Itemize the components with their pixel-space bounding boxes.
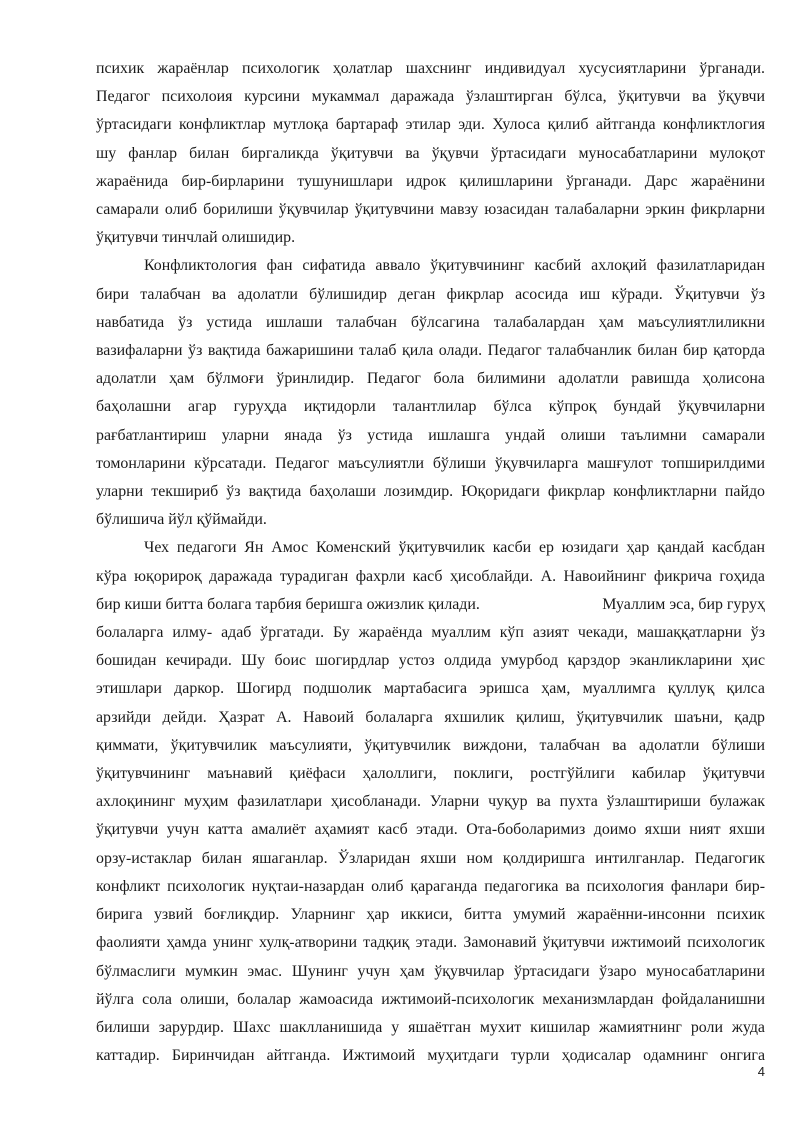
text-line: рағбатлантириш уларни янада ўз устида ишлашга ундай олиши таълимни самарали: [96, 426, 765, 444]
text-line: конфликт психологик нуқтаи-назардан олиб қараганда педагогика ва психология фанлари бир-: [96, 877, 765, 895]
document-body-text: [96, 55, 765, 1070]
text-line-left-part: бир киши битта болага тарбия беришга ожизлик қилади.: [96, 595, 480, 613]
text-line: жараёнида бир-бирларини тушунишлари идрок қилишларини ўрганади. Дарс жараёнини: [96, 172, 765, 190]
text-line: арзийди дейди. Ҳазрат А. Навоий болаларга яхшилик қилиш, ўқитувчилик шаъни, қадр: [96, 708, 765, 726]
page-number: 4: [757, 1064, 765, 1079]
text-line: уларни текшириб ўз вақтида баҳолаши лозимдир. Юқоридаги фикрлар конфликтларни пайдо: [96, 483, 765, 501]
text-line: томонларини кўрсатади. Педагог маъсулиятли бўлиши ўқувчиларга машғулот топширилдими: [96, 454, 765, 472]
text-line: болаларга илму- адаб ўргатади. Бу жараёнда муаллим кўп азият чекади, машаққатларни ўз: [96, 624, 765, 642]
text-line: ўртасидаги конфликтлар мутлоқа бартараф этилар эди. Хулоса қилиб айтганда конфликтлогия: [96, 116, 765, 134]
text-line: Педагог психолоия курсини мукаммал даражада ўзлаштирган бўлса, ўқитувчи ва ўқувчи: [96, 88, 765, 106]
text-line: орзу-истаклар билан яшаганлар. Ўзларидан яхши ном қолдиришга интилганлар. Педагогик: [96, 849, 765, 867]
text-line: каттадир. Биринчидан айтганда. Ижтимоий муҳитдаги турли ҳодисалар одамнинг онгига: [96, 1047, 765, 1065]
text-line: бошидан кечиради. Шу боис шогирдлар устоз олдида умурбод қарздор эканликларини ҳис: [96, 652, 765, 670]
text-line-right-part: Муаллим эса, бир гуруҳ: [602, 595, 765, 613]
text-line: адолатли ҳам бўлмоғи ўринлидир. Педагог бола билимини адолатли равишда ҳолисона: [96, 370, 765, 388]
text-line: кўра юқорироқ даражада турадиган фахрли касб ҳисоблайди. А. Навоийнинг фикрича гоҳида: [96, 567, 765, 585]
text-line: бўлишича йўл қўймайди.: [96, 511, 267, 529]
text-line: баҳолашни агар гуруҳда иқтидорли талантлилар бўлса кўпроқ бундай ўқувчиларни: [96, 398, 765, 416]
text-line: ахлоқининг муҳим фазилатлари ҳисобланади. Уларни чуқур ва пухта ўзлаштириши булажак: [96, 793, 765, 811]
text-line: шу фанлар билан биргаликда ўқитувчи ва ўқувчи ўртасидаги муносабатларини мулоқот: [96, 144, 765, 162]
text-line: [96, 591, 765, 619]
text-line: йўлга сола олиши, болалар жамоасида ижтимоий-психологик механизмлардан фойдаланишни: [96, 990, 765, 1008]
text-line: билиши зарурдир. Шахс шаклланишида у яшаётган мухит кишилар жамиятнинг роли жуда: [96, 1018, 765, 1036]
text-line: қиммати, ўқитувчилик маъсулияти, ўқитувчилик виждони, талабчан ва адолатли бўлиши: [96, 736, 765, 754]
text-line: ўқитувчи учун катта амалиёт аҳамият касб этади. Ота-боболаримиз доимо яхши ният яхши: [96, 821, 765, 839]
text-line: бирига узвий боғлиқдир. Уларнинг ҳар иккиси, битта умумий жараённи-инсонни психик: [96, 906, 765, 924]
text-line: навбатида ўз устида ишлаши талабчан бўлсагина талабалардан ҳам маъсулиятлиликни: [96, 313, 765, 331]
text-line: Чех педагоги Ян Амос Коменский ўқитувчилик касби ер юзидаги ҳар қандай касбдан: [144, 539, 765, 557]
text-line: Конфликтология фан сифатида аввало ўқитувчининг касбий ахлоқий фазилатларидан: [144, 257, 765, 275]
text-line: фаолияти ҳамда унинг хулқ-атворини тадқиқ этади. Замонавий ўқитувчи ижтимоий психологик: [96, 934, 765, 952]
text-line: вазифаларни ўз вақтида бажаришини талаб қила олади. Педагог талабчанлик билан бир қаторда: [96, 342, 765, 360]
text-line: ўқитувчи тинчлай олишидир.: [96, 229, 296, 247]
text-line: психик жараёнлар психологик ҳолатлар шахснинг индивидуал хусусиятларини ўрганади.: [96, 60, 765, 77]
text-line: самарали олиб борилиши ўқувчилар ўқитувчини мавзу юзасидан талабаларни эркин фикрларни: [96, 201, 765, 219]
text-line: бўлмаслиги мумкин эмас. Шунинг учун ҳам ўқувчилар ўртасидаги ўзаро муносабатларини: [96, 962, 765, 980]
text-line: ўқитувчининг маънавий қиёфаси ҳалоллиги, поклиги, ростгўйлиги кабилар ўқитувчи: [96, 765, 765, 783]
text-line: бири талабчан ва адолатли бўлишидир деган фикрлар асосида иш кўради. Ўқитувчи ўз: [96, 285, 765, 303]
text-line: этишлари даркор. Шогирд подшолик мартабасига эришса ҳам, муаллимга қуллуқ қилса: [96, 680, 765, 698]
